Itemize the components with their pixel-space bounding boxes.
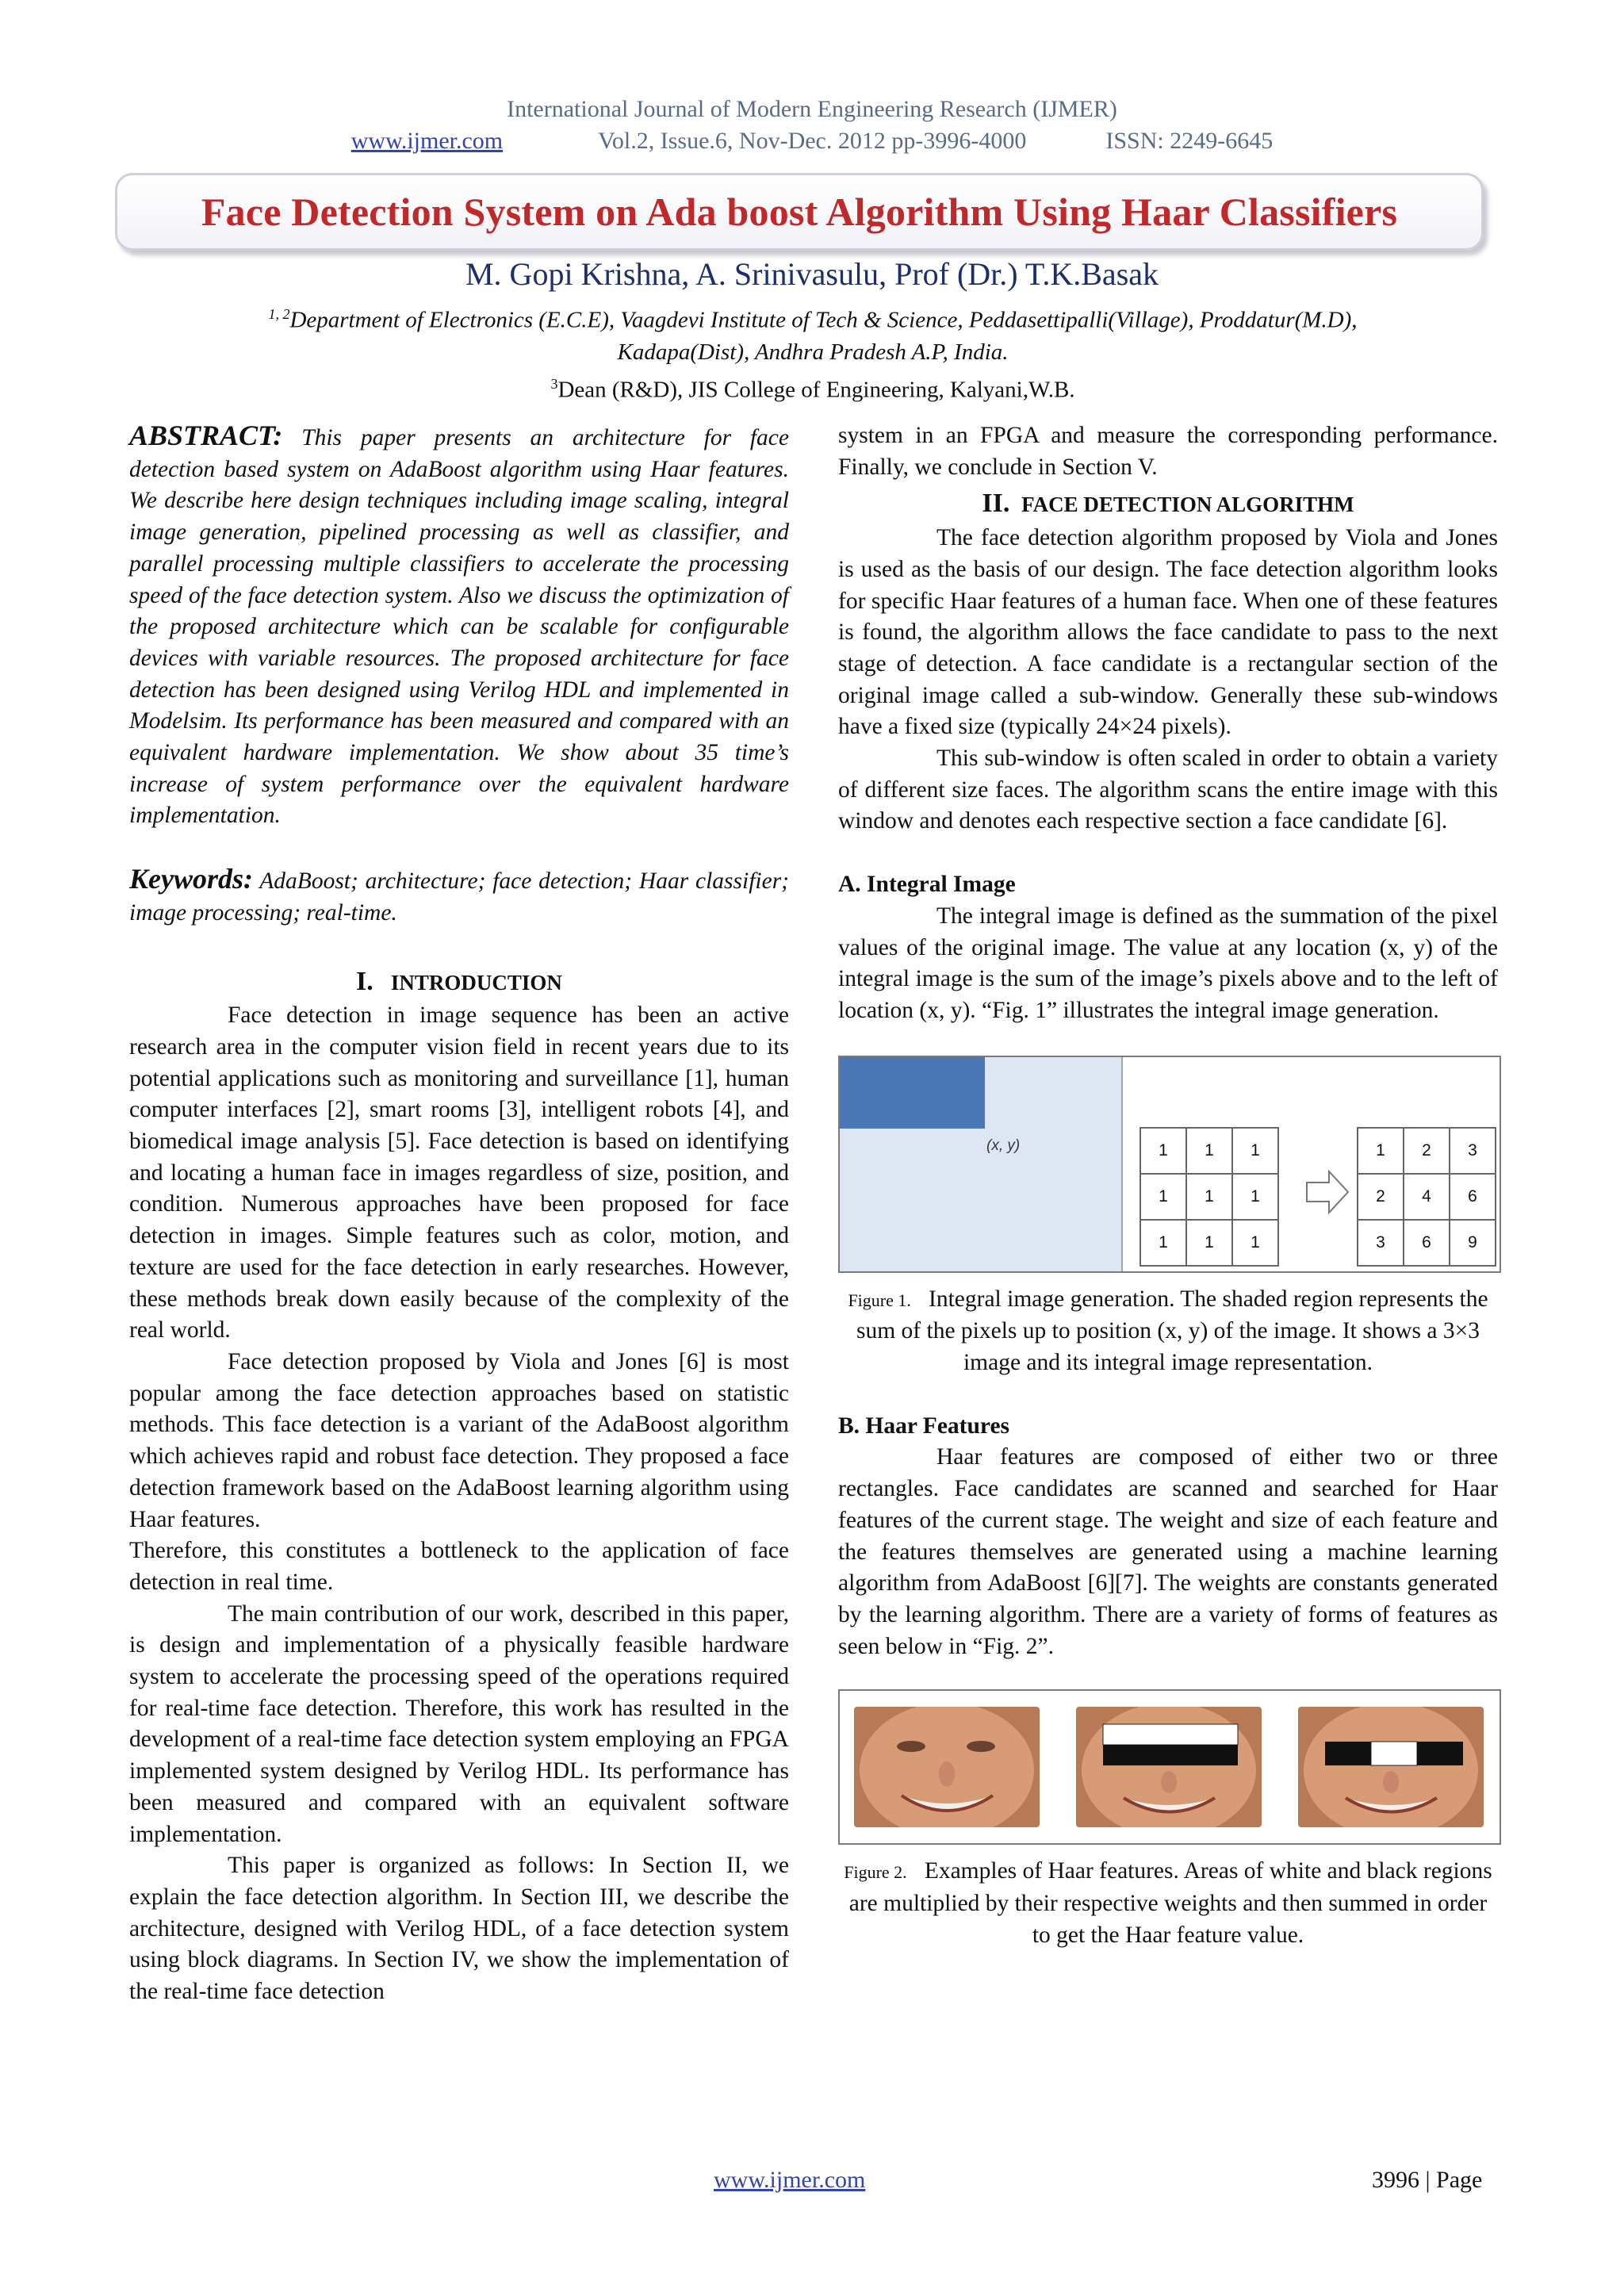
right-column [838, 420, 1498, 1952]
affiliation-superscript-3: 3 [550, 375, 558, 392]
grid-cell: 2 [1404, 1128, 1450, 1174]
grid-cell: 1 [1232, 1220, 1278, 1266]
abstract [129, 420, 789, 832]
subsection-b-title: B. Haar Features [838, 1412, 1010, 1439]
grid-cell: 6 [1450, 1174, 1496, 1220]
affiliation-superscript-1: 1, 2 [268, 306, 290, 322]
figure-1-image [838, 1056, 1501, 1273]
integral-image-paragraph: The integral image is defined as the summation of the pixel values of the original image. The value at any location (x, y) of the integral image is the sum of the image’s pixels above and to the left of location (x, y). “Fig. 1” illustrates the integral image generation. [838, 903, 1498, 1023]
intro-paragraph-2b: Therefore, this constitutes a bottleneck to the application of face detection in real time. [129, 1538, 789, 1595]
keywords-label: Keywords: [129, 863, 253, 895]
grid-cell: 1 [1232, 1128, 1278, 1174]
intro-paragraph-2: Face detection proposed by Viola and Jones [6] is most popular among the face detection approaches based on statistic methods. This face detection is a variant of the AdaBoost algorithm which achieves rapid and robust face detection. They proposed a face detection framework based on the AdaBoost learning algorithm using Haar features. [129, 1348, 789, 1532]
journal-header [0, 94, 1624, 157]
grid-cell: 1 [1186, 1220, 1232, 1266]
input-grid [1139, 1127, 1279, 1267]
affiliation-line-1: Department of Electronics (E.C.E), Vaagdevi Institute of Tech & Science, Peddasettipalli(Village), Proddatur(M.D), [289, 307, 1358, 333]
arrow-right-icon [1304, 1168, 1351, 1216]
section-2-name: FACE DETECTION ALGORITHM [1021, 493, 1354, 517]
grid-cell: 1 [1140, 1220, 1186, 1266]
figure-1-caption-text: Integral image generation. The shaded region represents the sum of the pixels up to position (x, y) of the image. It shows a 3×3 image and its integral image representation. [856, 1286, 1488, 1376]
face-photo-1 [854, 1707, 1040, 1827]
grid-cell: 1 [1140, 1174, 1186, 1220]
keywords-text: AdaBoost; architecture; face detection; Haar classifier; image processing; real-time. [129, 868, 789, 926]
journal-issn: ISSN: 2249-6645 [1105, 128, 1274, 154]
section-2-heading [838, 488, 1498, 521]
face-photo-2 [1076, 1707, 1262, 1827]
shaded-region [840, 1057, 985, 1129]
journal-website-link[interactable]: www.ijmer.com [350, 128, 504, 154]
intro-paragraph-4-continued: system in an FPGA and measure the corresponding performance. Finally, we conclude in Section V. [838, 423, 1498, 480]
grid-cell: 4 [1404, 1174, 1450, 1220]
grid-cell: 1 [1186, 1128, 1232, 1174]
left-column [129, 420, 789, 2008]
affiliations [119, 298, 1507, 405]
grid-cell: 1 [1140, 1128, 1186, 1174]
affiliation-line-2: Kadapa(Dist), Andhra Pradesh A.P, India. [617, 339, 1009, 365]
grid-cell: 1 [1186, 1174, 1232, 1220]
figure-2-caption [838, 1856, 1498, 1951]
figure-2-caption-text: Examples of Haar features. Areas of white and black regions are multiplied by their respective weights and then summed in order to get the Haar feature value. [848, 1858, 1492, 1948]
grid-cell: 2 [1358, 1174, 1404, 1220]
section-1-name: INTRODUCTION [390, 970, 562, 995]
title-box [115, 173, 1484, 251]
algorithm-paragraph-2: This sub-window is often scaled in order to obtain a variety of different size faces. The algorithm scans the entire image with this window and denotes each respective section a face candidate [6]. [838, 746, 1498, 834]
figure-1-label: Figure 1. [848, 1290, 911, 1310]
intro-paragraph-4: This paper is organized as follows: In Section II, we explain the face detection algorithm. In Section III, we describe the architecture, designed with Verilog HDL, of a face detection system using block diagrams. In Section IV, we show the implementation of the real-time face detection [129, 1853, 789, 2005]
affiliation-line-3: Dean (R&D), JIS College of Engineering, Kalyani,W.B. [557, 377, 1075, 403]
subsection-a-title: A. Integral Image [838, 872, 1016, 898]
footer-website-link[interactable]: www.ijmer.com [714, 2167, 866, 2193]
figure-2-label: Figure 2. [844, 1862, 907, 1883]
intro-paragraph-3: The main contribution of our work, described in this paper, is design and implementation of a physically feasible hardware system to accelerate the processing speed of the operations required for real-time face detection. Therefore, this work has resulted in the development of a real-time face detection system employing an FPGA implemented system designed by Verilog HDL. Its performance has been measured and compared with an equivalent software implementation. [129, 1600, 789, 1847]
abstract-label: ABSTRACT: [129, 420, 283, 451]
section-1-heading [129, 966, 789, 999]
intro-paragraph-1: Face detection in image sequence has been an active research area in the computer vision field in recent years due to its potential applications such as monitoring and surveillance [1], human computer interfaces [2], smart rooms [3], intelligent robots [4], and biomedical image analysis [5]. Face detection is based on identifying and locating a human face in images regardless of size, position, and condition. Numerous approaches have been proposed for face detection in images. Simple features such as color, motion, and texture are used for the face detection in early researches. However, these methods break down easily because of the complexity of the real world. [129, 1002, 789, 1343]
grid-cell: 3 [1358, 1220, 1404, 1266]
grid-cell: 1 [1232, 1174, 1278, 1220]
grid-cell: 6 [1404, 1220, 1450, 1266]
integral-grid [1357, 1127, 1496, 1267]
point-label: (x, y) [986, 1137, 1021, 1154]
grid-cell: 3 [1450, 1128, 1496, 1174]
grid-cell: 1 [1358, 1128, 1404, 1174]
grid-cell: 9 [1450, 1220, 1496, 1266]
page-number: 3996 | Page [1372, 2167, 1483, 2193]
section-1-number: I. [356, 966, 373, 996]
figure-2-image [838, 1689, 1501, 1845]
journal-volume: Vol.2, Issue.6, Nov-Dec. 2012 pp-3996-4000 [598, 128, 1027, 154]
algorithm-paragraph-1: The face detection algorithm proposed by Viola and Jones is used as the basis of our design. The face detection algorithm looks for specific Haar features of a human face. When one of these features is found, the algorithm allows the face candidate to pass to the next stage of detection. A face candidate is a rectangular section of the original image called a sub-window. Generally these sub-windows have a fixed size (typically 24×24 pixels). [838, 525, 1498, 740]
keywords [129, 864, 789, 929]
journal-name: International Journal of Modern Engineering Research (IJMER) [507, 96, 1117, 122]
paper-title: Face Detection System on Ada boost Algorithm Using Haar Classifiers [201, 190, 1398, 234]
section-2-number: II. [982, 489, 1010, 519]
face-photo-3 [1298, 1707, 1484, 1827]
figure-1-caption [838, 1284, 1498, 1379]
abstract-text: This paper presents an architecture for face detection based system on AdaBoost algorithm using Haar features. We describe here design techniques including image scaling, integral image generation, pipelined processing as well as classifier, and parallel processing multiple classifiers to accelerate the processing speed of the face detection system. Also we discuss the optimization of the proposed architecture which can be scalable for configurable devices with variable resources. The proposed architecture for face detection has been designed using Verilog HDL and implemented in Modelsim. Its performance has been measured and compared with an equivalent hardware implementation. We show about 35 time’s increase of system performance over the equivalent hardware implementation. [129, 425, 789, 829]
authors: M. Gopi Krishna, A. Srinivasulu, Prof (Dr.) T.K.Basak [465, 256, 1159, 292]
haar-features-paragraph: Haar features are composed of either two or three rectangles. Face candidates are scanned and searched for Haar features of the current stage. The weight and size of each feature and the features themselves are generated using a machine learning algorithm from AdaBoost [6][7]. The weights are constants generated by the learning algorithm. There are a variety of forms of features as seen below in “Fig. 2”. [838, 1444, 1498, 1659]
